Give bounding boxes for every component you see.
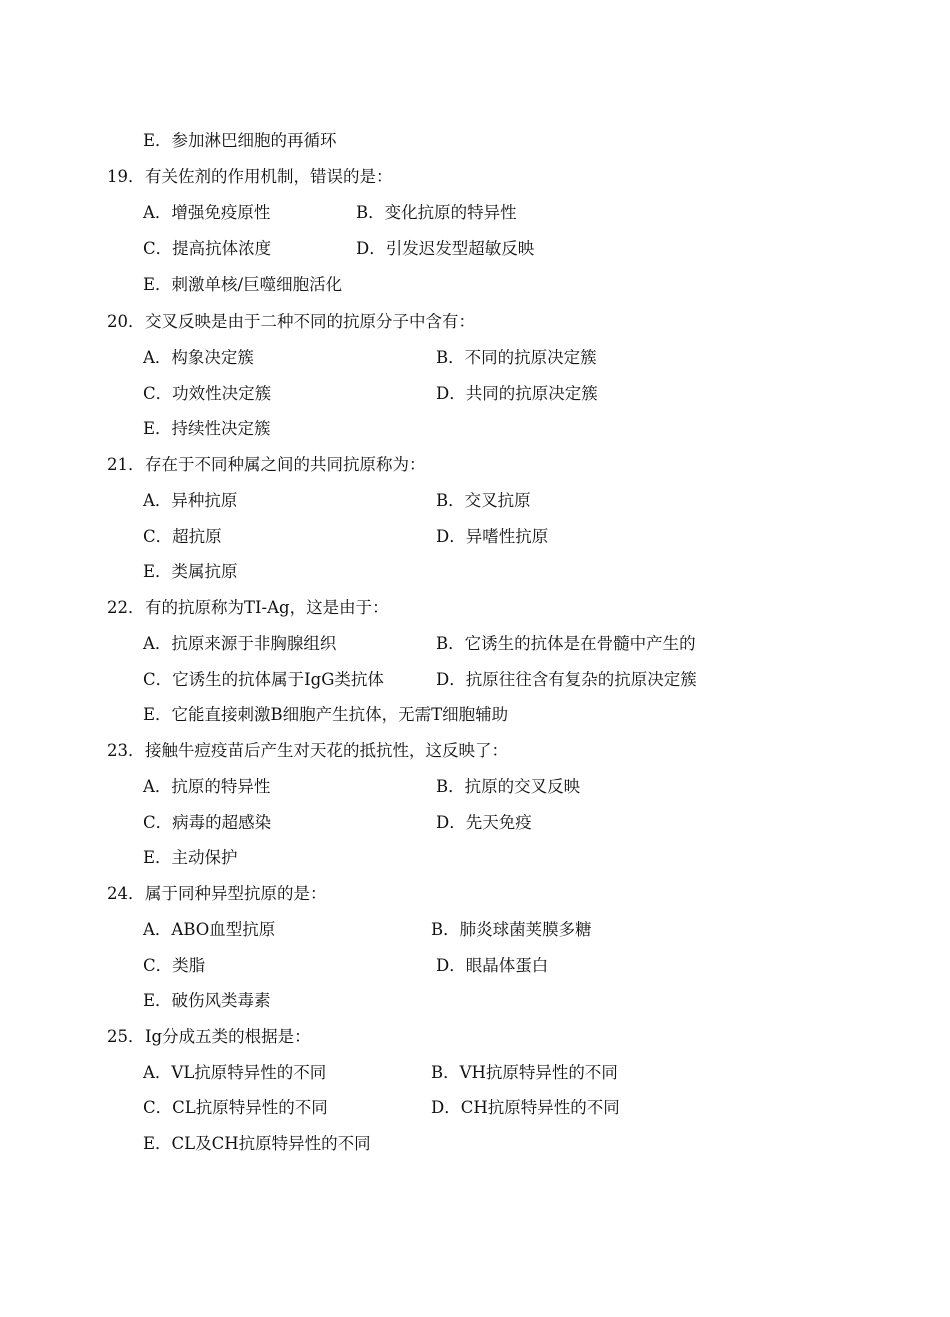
question-text: Ig分成五类的根据是： [145, 1027, 311, 1046]
option-c: C．它诱生的抗体属于IgG类抗体 [143, 670, 384, 689]
option-c: C．功效性决定簇 [143, 384, 272, 403]
option-d: D．异嗜性抗原 [436, 527, 549, 546]
question-text: 属于同种异型抗原的是： [145, 884, 327, 903]
question-number: 25． [107, 1027, 145, 1046]
option-e: E．主动保护 [143, 848, 238, 867]
option-e: E．刺激单核/巨噬细胞活化 [143, 275, 343, 294]
option-e: E．持续性决定簇 [143, 419, 271, 438]
question-number: 20． [107, 312, 145, 331]
question-text: 接触牛痘疫苗后产生对天花的抵抗性，这反映了： [145, 741, 508, 760]
question-text: 有关佐剂的作用机制，错误的是： [145, 167, 393, 186]
option-d: D．先天免疫 [436, 813, 532, 832]
option-e: E．它能直接刺激B细胞产生抗体，无需T细胞辅助 [143, 705, 509, 724]
option-a: A．抗原来源于非胸腺组织 [143, 634, 337, 653]
question-number: 21． [107, 455, 145, 474]
question-text: 交叉反映是由于二种不同的抗原分子中含有： [145, 312, 475, 331]
option-e: E．类属抗原 [143, 562, 238, 581]
question-number: 19． [107, 167, 145, 186]
question-number: 24． [107, 884, 145, 903]
option-b: B．变化抗原的特异性 [356, 203, 517, 222]
question-text: 有的抗原称为TI-Ag，这是由于： [145, 598, 389, 617]
option-c: C．病毒的超感染 [143, 813, 272, 832]
option-b: B．它诱生的抗体是在骨髓中产生的 [436, 634, 696, 653]
option-d: D．眼晶体蛋白 [436, 956, 549, 975]
question-number: 22． [107, 598, 145, 617]
option-c: C．类脂 [143, 956, 206, 975]
option-a: A．构象决定簇 [143, 348, 254, 367]
option-b: B．抗原的交叉反映 [436, 777, 581, 796]
question-text: 存在于不同种属之间的共同抗原称为： [145, 455, 426, 474]
option-d: D．引发迟发型超敏反映 [356, 239, 535, 258]
option-b: B．不同的抗原决定簇 [436, 348, 597, 367]
option-e: E．CL及CH抗原特异性的不同 [143, 1134, 371, 1153]
option-b: B．肺炎球菌荚膜多糖 [431, 920, 592, 939]
option-a: A．VL抗原特异性的不同 [143, 1063, 327, 1082]
option-c: C．超抗原 [143, 527, 222, 546]
option-d: D．抗原往往含有复杂的抗原决定簇 [436, 670, 697, 689]
option-e: E．参加淋巴细胞的再循环 [143, 131, 337, 150]
option-a: A．抗原的特异性 [143, 777, 271, 796]
question-number: 23． [107, 741, 145, 760]
option-e: E．破伤风类毒素 [143, 991, 271, 1010]
option-d: D．共同的抗原决定簇 [436, 384, 598, 403]
option-b: B．VH抗原特异性的不同 [431, 1063, 618, 1082]
option-a: A．ABO血型抗原 [143, 920, 276, 939]
option-c: C．CL抗原特异性的不同 [143, 1098, 328, 1117]
option-c: C．提高抗体浓度 [143, 239, 272, 258]
option-a: A．异种抗原 [143, 491, 238, 510]
option-d: D．CH抗原特异性的不同 [431, 1098, 620, 1117]
option-b: B．交叉抗原 [436, 491, 531, 510]
option-a: A．增强免疫原性 [143, 203, 271, 222]
